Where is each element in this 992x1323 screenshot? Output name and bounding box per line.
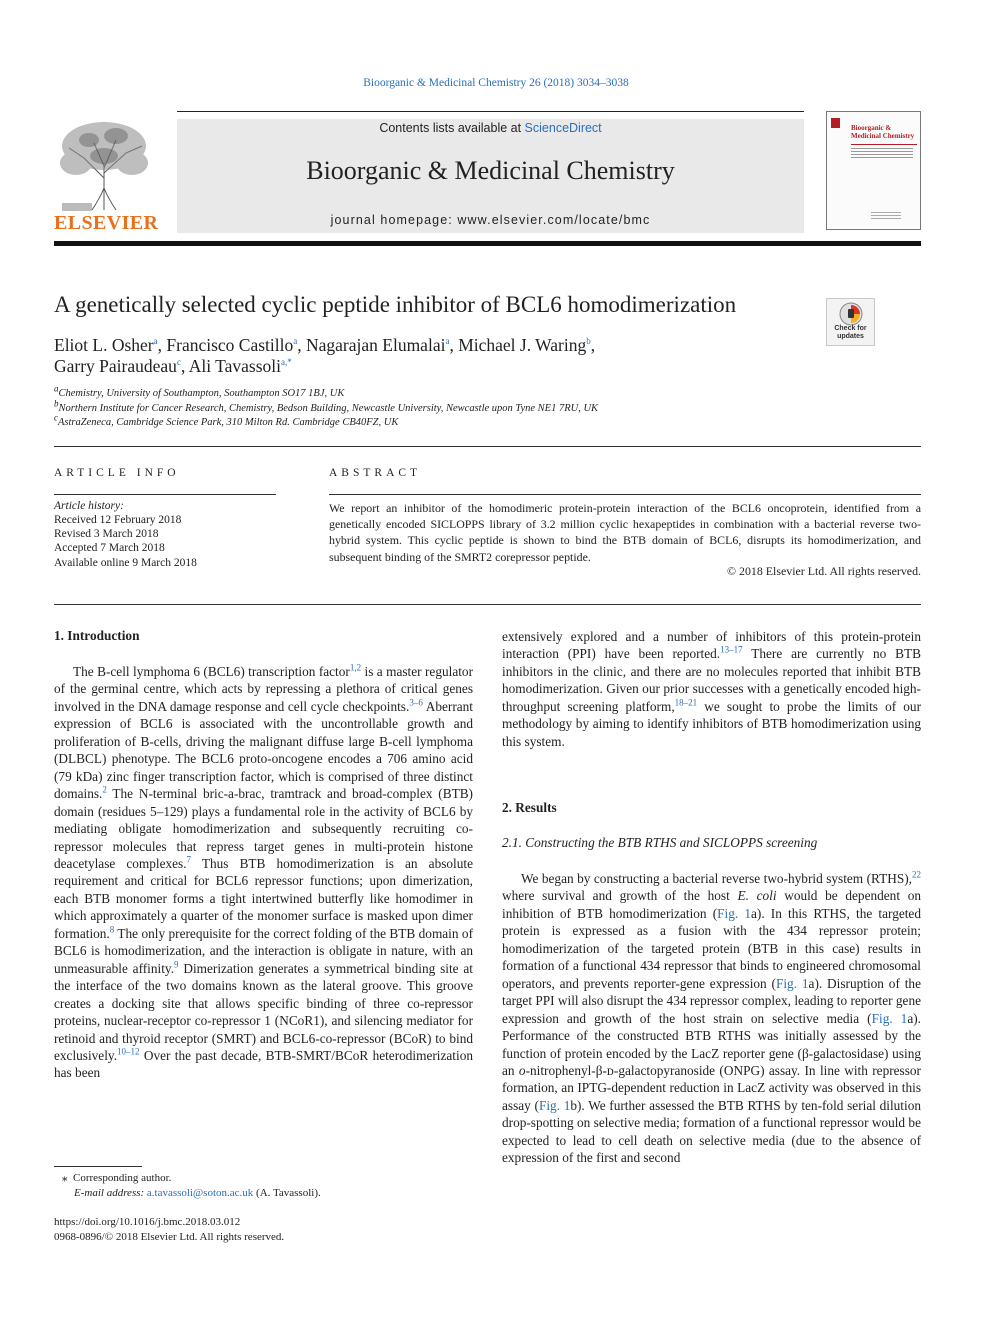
- text-run: We began by constructing a bacterial reverse two-hybrid system (RTHS),: [521, 871, 912, 886]
- author-name[interactable]: Garry Pairaudeau: [54, 356, 177, 376]
- affiliation-b: [54, 398, 599, 414]
- text-run: a). In this RTHS, the targeted protein is expressed as a fusion with the 434 repressor protein; homodimerization of the targeted protein (BTB in this case) results in formation of a functional 434 repressor that binds to engineered chromosomal operators, and prevents reporter-gene expression (: [502, 905, 921, 991]
- sciencedirect-link[interactable]: ScienceDirect: [524, 121, 602, 135]
- text-run: we sought to probe the limits of our methodology by aiming to identify inhibitors of BTB homodimerization using this system.: [502, 698, 922, 749]
- text-run: The only prerequisite for the correct folding of the BTB domain of BCL6 is homodimerization, and the interaction is obligate in nature, with an unmeasurable affinity.: [54, 925, 473, 976]
- text-run: where survival and growth of the host: [502, 888, 738, 904]
- introduction-column: [54, 663, 473, 1082]
- text-run: extensively explored and a number of inhibitors of this protein-protein interaction (PPI) have been reported.: [502, 629, 921, 662]
- affiliation-text: Chemistry, University of Southampton, Southampton SO17 1BJ, UK: [58, 388, 345, 399]
- email-link[interactable]: a.tavassoli@soton.ac.uk: [146, 1187, 254, 1199]
- results-heading: 2. Results: [502, 800, 557, 815]
- accepted-date: Accepted 7 March 2018: [54, 542, 165, 554]
- authors-line-1: Eliot L. Osher$^a$, Francisco Castillo$^a$, Nagarajan Elumalai$^a$, Michael J. Waring$^b$,: [54, 335, 596, 355]
- citation-link[interactable]: 10–12: [117, 1046, 140, 1057]
- citation-link[interactable]: 22: [912, 869, 921, 880]
- results-paragraph: [502, 870, 921, 1167]
- authors-line-2: Garry Pairaudeau$^c$, Ali Tavassoli$^{a,*}$: [54, 356, 292, 376]
- figure-link[interactable]: Fig. 1: [871, 1010, 908, 1026]
- italic-term: o: [518, 1062, 526, 1078]
- text-run: a). Disruption of the target PPI will also disrupt the 434 repressor complex, leading to reporter gene expression and growth of the host strain on selective media (: [502, 975, 921, 1026]
- cover-divider: [851, 144, 917, 145]
- affiliation-c: [54, 412, 399, 428]
- revised-date: Revised 3 March 2018: [54, 528, 159, 540]
- contents-line: [177, 121, 804, 135]
- author-name[interactable]: Francisco Castillo: [166, 335, 294, 355]
- text-run: Aberrant expression of BCL6 is associated with the uncontrollable growth and proliferation of B-cells, driving the malignant diffuse large B-cell lymphoma (DLBCL) phenotype. The BCL6 proto-oncogene encodes a 706 amino acid (79 kDa) zinc finger transcription factor, which is comprised of three distinct domains.: [54, 698, 473, 802]
- text-run: The B-cell lymphoma 6 (BCL6) transcription factor: [73, 664, 350, 679]
- text-run: Dimerization generates a symmetrical binding site at the interface of the two domains known as the lateral groove. This groove creates a docking site that allows specific binding of three co-repressor proteins, nuclear-receptor co-repressor 1 (NCoR1), and silencing mediator for retinoid and thyroid receptor (SMRT) and BCL6-co-repressor (BCoR) to bind exclusively.: [54, 960, 473, 1063]
- affiliation-text: Northern Institute for Cancer Research, Chemistry, Bedson Building, Newcastle University, Newcastle upon Tyne NE1 7RU, UK: [58, 403, 599, 414]
- author-affiliation-mark[interactable]: a: [153, 336, 158, 347]
- affiliation-mark: a: [54, 383, 59, 394]
- author-name[interactable]: Eliot L. Osher: [54, 335, 154, 355]
- online-date: Available online 9 March 2018: [54, 557, 197, 569]
- affiliation-text: AstraZeneca, Cambridge Science Park, 310 Milton Rd. Cambridge CB40FZ, UK: [58, 417, 399, 428]
- text-run: b). We further assessed the BTB RTHS by ten-fold serial dilution drop-spotting on selective media; formation of a functional repressor would be expected to lead to cell death on selective media (due to the absence of expression of the first and second: [502, 1097, 921, 1166]
- abstract-bottom-rule: [54, 604, 921, 605]
- affiliation-mark: c: [54, 412, 58, 423]
- article-history-label: Article history:: [54, 500, 124, 512]
- text-run: The N-terminal bric-a-brac, tramtrack and broad-complex (BTB) domain (residues 5–129) plays a fundamental role in the activity of BCL6 by mediating obligate homodimerization and subsequently recruiting co-repressor molecules that repress target genes in multi-protein histone deacetylase complexes.: [54, 786, 473, 871]
- article-title: A genetically selected cyclic peptide inhibitor of BCL6 homodimerization: [54, 292, 737, 317]
- author-name[interactable]: Nagarajan Elumalai: [306, 335, 446, 355]
- elsevier-wordmark: ELSEVIER: [54, 212, 159, 234]
- cover-title: Bioorganic & Medicinal Chemistry: [851, 124, 915, 140]
- introduction-heading: 1. Introduction: [54, 628, 140, 643]
- author-affiliation-mark[interactable]: b: [586, 336, 591, 347]
- abstract-rule: [329, 494, 921, 495]
- journal-title: Bioorganic & Medicinal Chemistry: [306, 156, 675, 185]
- author-affiliation-mark[interactable]: a: [293, 336, 298, 347]
- citation-link[interactable]: 7: [186, 854, 192, 865]
- affiliations-rule: [54, 446, 921, 447]
- email-note: [74, 1187, 321, 1199]
- right-column-continuation: [502, 628, 921, 750]
- citation-link[interactable]: 3–6: [409, 697, 423, 708]
- check-for-updates-label: Check for updates: [834, 325, 867, 340]
- doi-link[interactable]: https://doi.org/10.1016/j.bmc.2018.03.012: [54, 1216, 241, 1228]
- email-suffix: (A. Tavassoli).: [253, 1187, 321, 1199]
- author-name[interactable]: Ali Tavassoli: [188, 356, 282, 376]
- article-info-rule: [54, 494, 276, 495]
- author-affiliation-mark[interactable]: c: [176, 357, 181, 368]
- introduction-paragraph: [54, 663, 473, 1082]
- figure-link[interactable]: Fig. 1: [717, 905, 751, 921]
- contents-prefix: Contents lists available at: [379, 121, 525, 135]
- email-label: E-mail address:: [74, 1187, 147, 1199]
- results-column: [502, 870, 921, 1167]
- corresponding-label: Corresponding author.: [73, 1172, 172, 1184]
- journal-reference[interactable]: Bioorganic & Medicinal Chemistry 26 (2018) 3034–3038: [363, 77, 629, 89]
- corresponding-author-note: [62, 1171, 171, 1184]
- text-run: a). Performance of the constructed BTB RTHS was initially assessed by the function of protein encoded by the LacZ reporter gene (β-galactosidase) using an: [502, 1010, 921, 1078]
- text-run: Over the past decade, BTB-SMRT/BCoR heterodimerization has been: [54, 1047, 473, 1081]
- italic-term: E. coli: [737, 888, 777, 904]
- text-run: would be dependent on inhibition of BTB homodimerization (: [502, 888, 921, 921]
- text-run: -nitrophenyl-β-ᴅ-galactopyranoside (ONPG) assay. In line with repressor formation, an IPTG-dependent reduction in LacZ activity was observed in this assay (: [502, 1062, 921, 1113]
- citation-link[interactable]: 13–17: [720, 645, 743, 656]
- abstract-text: We report an inhibitor of the homodimeric protein-protein interaction of the BCL6 oncoprotein, identified from a genetically encoded SICLOPPS library of 3.2 million cyclic hexapeptides in combination with a bacterial reverse two-hybrid system. This cyclic peptide is shown to bind the BTB domain of BCL6, disrupts its homodimerization, and subsequent binding of the SMRT2 corepressor peptide.: [329, 501, 921, 564]
- introduction-paragraph-continued: [502, 628, 921, 750]
- text-run: There are currently no BTB inhibitors in the clinic, and there are no molecules reported that inhibit BTB homodimerization. Given our prior successes with a genetically encoded high-throughput screening platform,: [502, 646, 922, 714]
- footnote-rule: [54, 1166, 142, 1167]
- abstract-heading: ABSTRACT: [329, 467, 422, 479]
- affiliation-mark: b: [54, 398, 59, 409]
- journal-homepage[interactable]: journal homepage: www.elsevier.com/locate/bmc: [330, 213, 651, 227]
- citation-link[interactable]: 8: [109, 924, 115, 935]
- cover-text-block: [851, 148, 913, 158]
- cover-footer-block: [871, 212, 901, 219]
- journal-cover-thumbnail[interactable]: [826, 111, 921, 230]
- cover-red-bar: [831, 118, 840, 128]
- header-bottom-rule: [54, 241, 921, 246]
- elsevier-tree-icon: [54, 118, 154, 213]
- results-subheading: 2.1. Constructing the BTB RTHS and SICLOPPS screening: [502, 835, 818, 850]
- citation-link[interactable]: 9: [174, 959, 179, 970]
- text-run: is a master regulator of the germinal centre, which acts by repressing a plethora of critical genes involved in the DNA damage response and cell cycle checkpoints.: [54, 664, 473, 714]
- figure-link[interactable]: Fig. 1: [538, 1097, 571, 1113]
- header-top-rule: [177, 111, 804, 112]
- author-affiliation-mark[interactable]: a,*: [281, 357, 292, 368]
- check-for-updates-badge[interactable]: [826, 298, 875, 346]
- affiliation-a: [54, 383, 345, 399]
- author-name[interactable]: Michael J. Waring: [458, 335, 587, 355]
- citation-link[interactable]: 2: [102, 784, 107, 795]
- abstract-copyright: © 2018 Elsevier Ltd. All rights reserved.: [727, 564, 921, 578]
- crossmark-icon: [839, 302, 863, 326]
- article-info-heading: ARTICLE INFO: [54, 467, 180, 479]
- figure-link[interactable]: Fig. 1: [775, 975, 809, 991]
- received-date: Received 12 February 2018: [54, 514, 182, 526]
- issn-line: 0968-0896/© 2018 Elsevier Ltd. All rights reserved.: [54, 1231, 285, 1243]
- citation-link[interactable]: 1,2: [349, 662, 362, 673]
- author-affiliation-mark[interactable]: a: [445, 336, 450, 347]
- text-run: Thus BTB homodimerization is an absolute requirement and critical for BCL6 repressor functions; upon dimerization, each BTB monomer forms a tight intertwined butterfly like homodimer in which approximately a quarter of the monomer surface is masked upon dimer formation.: [54, 855, 473, 941]
- citation-link[interactable]: 18–21: [674, 697, 698, 708]
- asterisk-mark: ⁎: [62, 1172, 73, 1184]
